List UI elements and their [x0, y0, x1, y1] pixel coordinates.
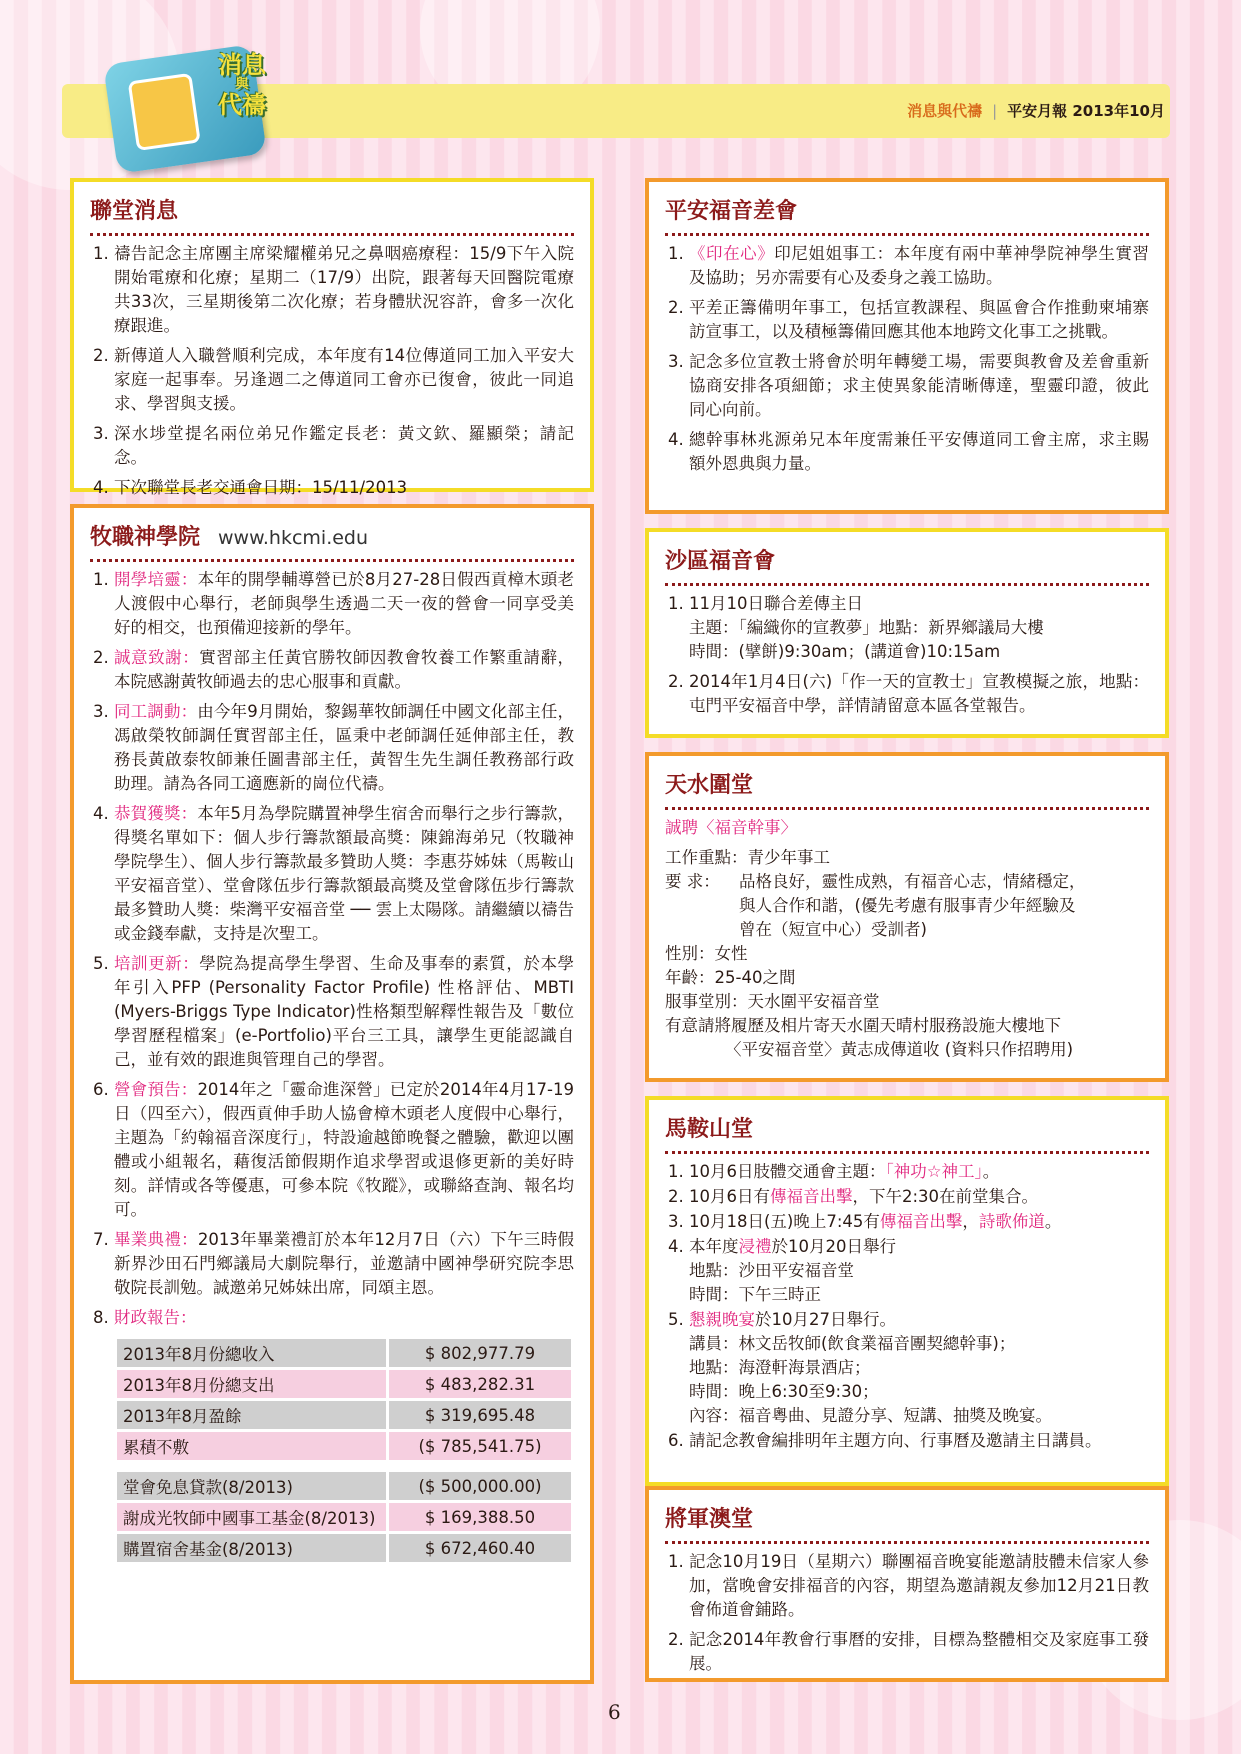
ma-on-shan-title: 馬鞍山堂 [665, 1112, 1149, 1154]
lian-tang-title: 聯堂消息 [90, 194, 574, 236]
list-item: 2. 平差正籌備明年事工，包括宣教課程、與區會合作推動柬埔寨訪宣事工，以及積極籌備回應其他本地跨文化事工之挑戰。 [689, 296, 1149, 344]
section-logo-text: 消息 與 代禱 [218, 51, 266, 119]
job-apply: 有意請將履歷及相片寄天水圍天晴村服務設施大樓地下 [665, 1016, 1061, 1035]
list-item: 2. 10月6日有傳福音出擊，下午2:30在前堂集合。 [689, 1185, 1149, 1209]
job-apply-contact: 〈平安福音堂〉黃志成傳道收 (資料只作招聘用) [725, 1040, 1074, 1059]
lian-tang-list [90, 242, 574, 500]
section-name: 消息與代禱 [907, 102, 983, 120]
list-item: 7. 畢業典禮：2013年畢業禮訂於本年12月7日（六）下午三時假新界沙田石門鄉議局大劇院舉行，並邀請中國神學研究院李思敬院長訓勉。誠邀弟兄姊妹出席，同頌主恩。 [114, 1228, 574, 1300]
tin-shui-wai-title: 天水圍堂 [665, 768, 1149, 810]
shatin-box [645, 528, 1169, 738]
finance-table-funds [114, 1469, 574, 1565]
list-item: 1. 開學培靈：本年的開學輔導營已於8月27-28日假西貢樟木頭老人渡假中心舉行，老師與學生透過二天一夜的營會一同享受美好的相交，也預備迎接新的學年。 [114, 568, 574, 640]
mission-list [665, 242, 1149, 476]
tin-shui-wai-box [645, 752, 1169, 1082]
list-item: 4. 下次聯堂長老交通會日期：15/11/2013 [114, 476, 574, 500]
tseung-kwan-o-title: 將軍澳堂 [665, 1502, 1149, 1544]
shatin-list [665, 592, 1149, 718]
list-item: 3. 記念多位宣教士將會於明年轉變工場，需要與教會及差會重新協商安排各項細節；求主使異象能清晰傳達，聖靈印證，彼此同心向前。 [689, 350, 1149, 422]
list-item: 5. 培訓更新：學院為提高學生學習、生命及事奉的素質，於本學年引入PFP (Personality Factor Profile) 性格評估、MBTI (Myers-Briggs Type Indicator)性格類型解釋性報告及「數位學習歷程檔案」(e-Portfolio)平台三工具，讓學生更能認識自己，並有效的跟進與管理自己的學習。 [114, 952, 574, 1072]
lian-tang-news-box [70, 178, 594, 497]
tseung-kwan-o-box [645, 1486, 1169, 1682]
list-item: 6. 營會預告：2014年之「靈命進深營」已定於2014年4月17-19日（四至六），假西貢伸手助人協會樟木頭老人度假中心舉行，主題為「約翰福音深度行」，特設逾越節晚餐之體驗，歡迎以團體或小組報名，藉復活節假期作追求學習或退修更新的美好時刻。詳情或各等優惠，可參本院《牧蹤》，或聯絡查詢、報名均可。 [114, 1078, 574, 1222]
table-row: 2013年8月份總支出 $ 483,282.31 [117, 1370, 571, 1398]
finance-table-monthly [114, 1336, 574, 1463]
list-item: 6. 請記念教會編排明年主題方向、行事曆及邀請主日講員。 [689, 1429, 1149, 1453]
header-meta [907, 100, 1165, 121]
table-row: 購置宿舍基金(8/2013) $ 672,460.40 [117, 1534, 571, 1562]
list-item: 3. 同工調動：由今年9月開始，黎錫華牧師調任中國文化部主任，馮啟榮牧師調任實習部主任，區秉中老師調任延伸部主任，教務長黃啟泰牧師兼任圖書部主任，黃智生先生調任教務部行政助理。請為各同工適應新的崗位代禱。 [114, 700, 574, 796]
seminary-box [70, 504, 594, 1684]
list-item: 1. 禱告記念主席團主席梁耀權弟兄之鼻咽癌療程：15/9下午入院開始電療和化療；星期二（17/9）出院，跟著每天回醫院電療共33次，三星期後第二次化療；若身體狀況容許，會多一次化療跟進。 [114, 242, 574, 338]
list-item: 8. 財政報告： [114, 1306, 574, 1330]
list-item: 4. 本年度浸禮於10月20日舉行 地點：沙田平安福音堂 時間：下午三時正 [689, 1235, 1149, 1307]
mission-box [645, 178, 1169, 514]
mission-title: 平安福音差會 [665, 194, 1149, 236]
seminary-url[interactable]: www.hkcmi.edu [218, 527, 369, 549]
job-age: 年齡：25-40之間 [665, 968, 796, 987]
table-row: 謝成光牧師中國事工基金(8/2013) $ 169,388.50 [117, 1503, 571, 1531]
job-gender: 性別：女性 [665, 944, 748, 963]
job-requirements: 要 求： 品格良好，靈性成熟，有福音心志，情緒穩定， 與人合作和諧，(優先考慮有服事青少年經驗及 曾在（短宣中心）受訓者) [665, 872, 1086, 939]
table-row: 2013年8月盈餘 $ 319,695.48 [117, 1401, 571, 1429]
list-item: 4. 恭賀獲獎：本年5月為學院購置神學生宿舍而舉行之步行籌款，得獎名單如下：個人步行籌款額最高獎：陳錦海弟兄（牧職神學院學生）、個人步行籌款最多贊助人獎：李惠芬姊妹（馬鞍山平安福音堂）、堂會隊伍步行籌款額最高獎及堂會隊伍步行籌款最多贊助人獎：柴灣平安福音堂 ── 雲上太陽隊。請繼續以禱告或金錢奉獻，支持是次聖工。 [114, 802, 574, 946]
list-item: 1. 《印在心》印尼姐姐事工：本年度有兩中華神學院神學生實習及協助；另亦需要有心及委身之義工協助。 [689, 242, 1149, 290]
list-item: 4. 總幹事林兆源弟兄本年度需兼任平安傳道同工會主席，求主賜額外恩典與力量。 [689, 428, 1149, 476]
ma-on-shan-box [645, 1096, 1169, 1486]
list-item: 2. 誠意致謝：實習部主任黃官勝牧師因教會牧養工作繁重請辭，本院感謝黃牧師過去的忠心服事和貢獻。 [114, 646, 574, 694]
seminary-title: 牧職神學院 www.hkcmi.edu [90, 520, 574, 562]
shatin-title: 沙區福音會 [665, 544, 1149, 586]
list-item: 1. 10月6日肢體交通會主題：「神功☆神工」。 [689, 1160, 1149, 1184]
tseung-kwan-o-list [665, 1550, 1149, 1676]
list-item: 1. 11月10日聯合差傳主日 主題：「編織你的宣教夢」地點：新界鄉議局大樓 時間：(擘餅)9:30am；(講道會)10:15am [689, 592, 1149, 664]
list-item: 2. 新傳道人入職營順利完成，本年度有14位傳道同工加入平安大家庭一起事奉。另逢週二之傳道同工會亦已復會，彼此一同追求、學習與支援。 [114, 344, 574, 416]
page-number: 6 [608, 1700, 621, 1724]
list-item: 1. 記念10月19日（星期六）聯團福音晚宴能邀請肢體未信家人參加，當晚會安排福音的內容，期望為邀請親友參加12月21日教會佈道會鋪路。 [689, 1550, 1149, 1622]
job-focus: 工作重點：青少年事工 [665, 848, 830, 867]
table-row: 2013年8月份總收入 $ 802,977.79 [117, 1339, 571, 1367]
list-item: 5. 懇親晚宴於10月27日舉行。 講員：林文岳牧師(飲食業福音團契總幹事)； 地點：海澄軒海景酒店； 時間：晚上6:30至9:30； 內容：福音粵曲、見證分享、短講、抽獎及晚宴。 [689, 1308, 1149, 1428]
ma-on-shan-list [665, 1160, 1149, 1453]
list-item: 2. 記念2014年教會行事曆的安排，目標為整體相交及家庭事工發展。 [689, 1628, 1149, 1676]
job-church: 服事堂別：天水圍平安福音堂 [665, 992, 880, 1011]
table-row: 累積不敷 ($ 785,541.75) [117, 1432, 571, 1460]
seminary-list [90, 568, 574, 1330]
issue-date: 平安月報 2013年10月 [1007, 102, 1165, 120]
header-separator: | [992, 101, 998, 120]
table-row: 堂會免息貸款(8/2013) ($ 500,000.00) [117, 1472, 571, 1500]
job-title: 誠聘〈福音幹事〉 [665, 818, 797, 837]
list-item: 3. 10月18日(五)晚上7:45有傳福音出擊，詩歌佈道。 [689, 1210, 1149, 1234]
list-item: 2. 2014年1月4日(六)「作一天的宣教士」宣教模擬之旅，地點：屯門平安福音中學，詳情請留意本區各堂報告。 [689, 670, 1149, 718]
list-item: 3. 深水埗堂提名兩位弟兄作鑑定長老：黃文欽、羅顯榮；請記念。 [114, 422, 574, 470]
